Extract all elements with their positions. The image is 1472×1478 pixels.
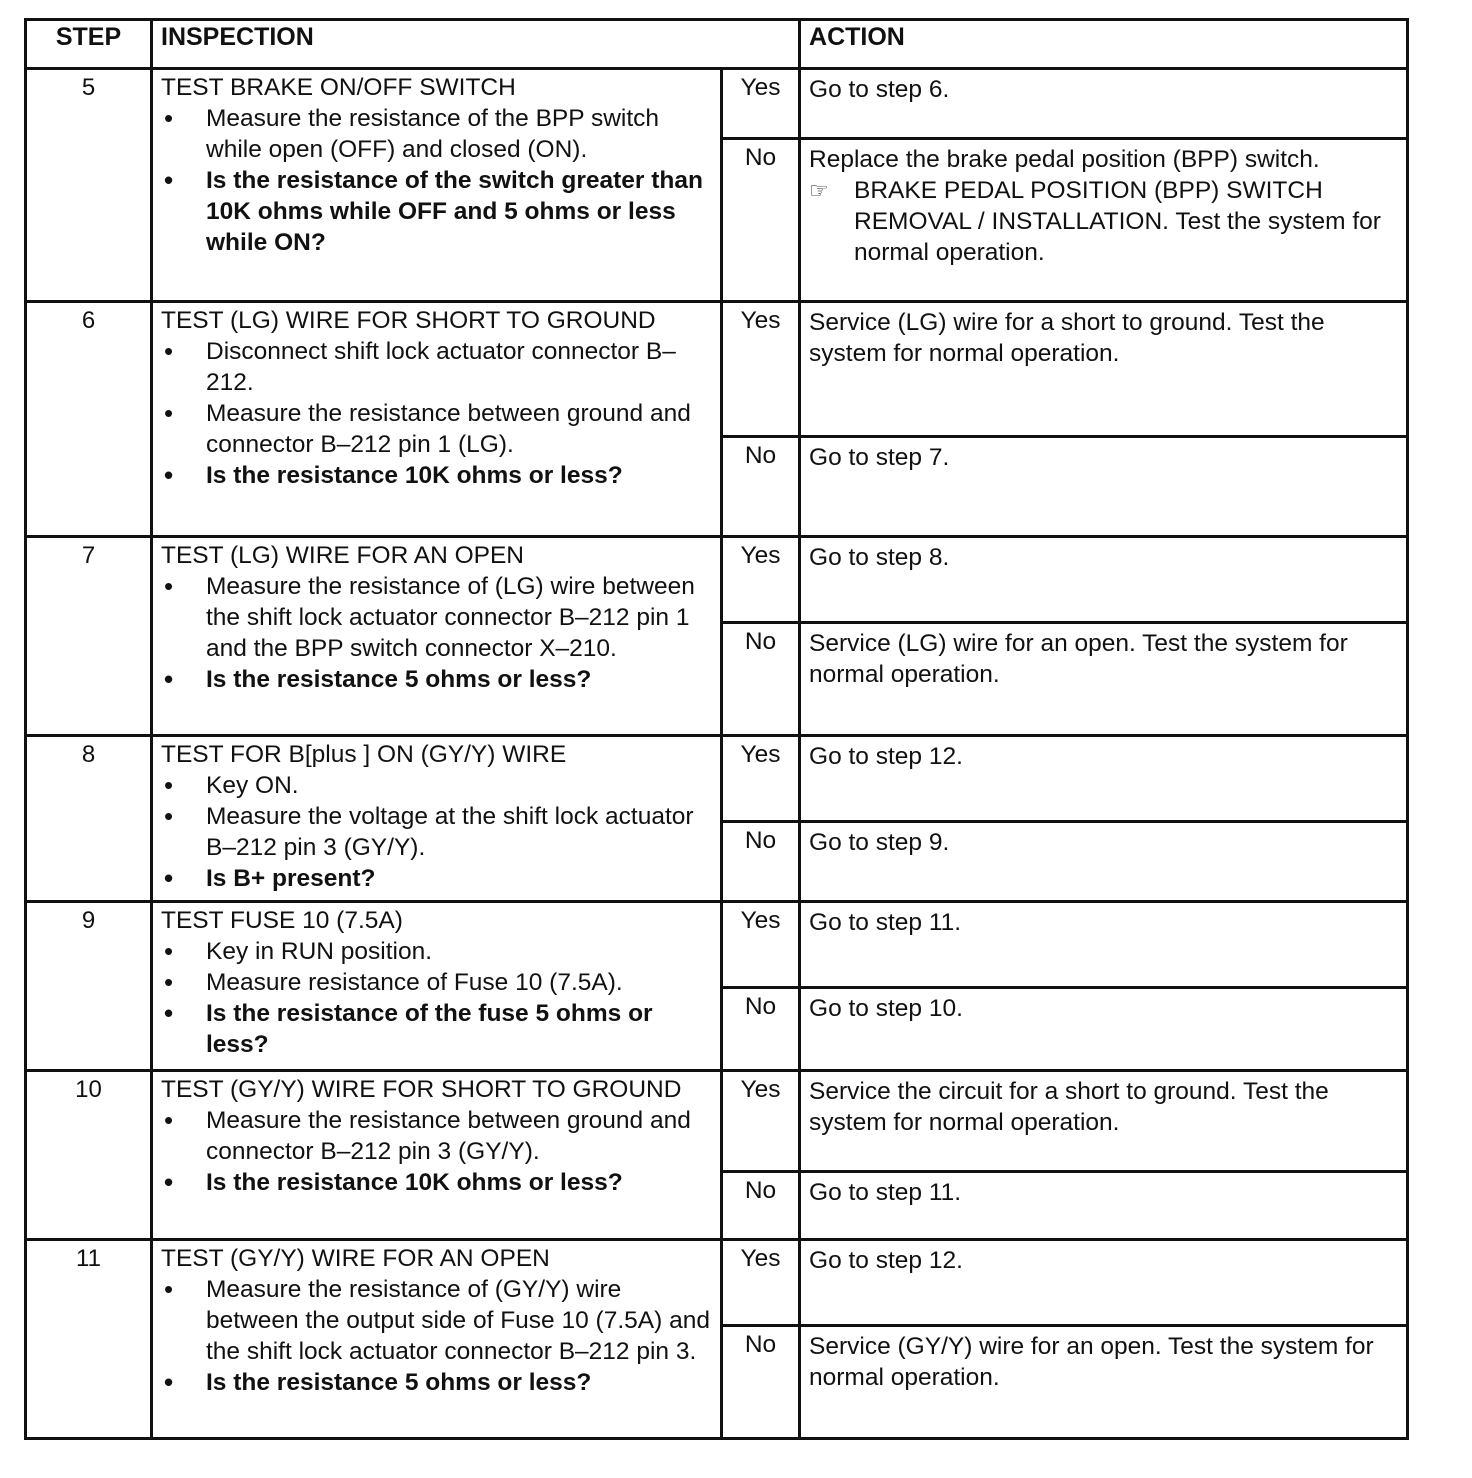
table-row [26,736,1408,822]
inspection-cell [152,302,722,537]
no-action: Go to step 11. [809,1179,962,1206]
no-action-cell [800,139,1408,302]
yes-label: Yes [722,736,800,822]
step-number: 9 [26,902,152,1071]
no-label: No [722,437,800,537]
header-inspection: INSPECTION [152,20,800,69]
inspection-bullet: • Measure resistance of Fuse 10 (7.5A). [161,967,712,998]
inspection-question: • Is the resistance of the switch greater than 10K ohms while OFF and 5 ohms or less while ON? [161,165,712,258]
inspection-bullets [161,1105,712,1198]
inspection-question: • Is B+ present? [161,863,712,894]
no-label: No [722,139,800,302]
inspection-bullet: • Disconnect shift lock actuator connector B–212. [161,336,712,398]
inspection-question: • Is the resistance 10K ohms or less? [161,1167,712,1198]
yes-label: Yes [722,69,800,139]
no-action-cell [800,623,1408,736]
no-action-cell [800,988,1408,1071]
inspection-title: TEST (GY/Y) WIRE FOR SHORT TO GROUND [161,1076,682,1103]
header-step: STEP [26,20,152,69]
no-action: Service (GY/Y) wire for an open. Test the system for normal operation. [809,1333,1374,1391]
step-number: 7 [26,537,152,736]
no-action-cell [800,1326,1408,1439]
no-action-cell [800,1172,1408,1240]
yes-action: Service (LG) wire for a short to ground. Test the system for normal operation. [800,302,1408,437]
inspection-title: TEST (GY/Y) WIRE FOR AN OPEN [161,1245,550,1272]
no-action: Go to step 10. [809,995,963,1022]
table-row [26,1071,1408,1172]
step-number: 6 [26,302,152,537]
inspection-bullet: • Key in RUN position. [161,936,712,967]
inspection-cell [152,1071,722,1240]
yes-label: Yes [722,1240,800,1326]
header-row [26,20,1408,69]
yes-action: Service the circuit for a short to ground. Test the system for normal operation. [800,1071,1408,1172]
pointing-hand-icon: ☞ [809,178,829,203]
inspection-cell [152,69,722,302]
inspection-bullet: • Measure the resistance of the BPP switch while open (OFF) and closed (ON). [161,103,712,165]
inspection-title: TEST (LG) WIRE FOR AN OPEN [161,542,525,569]
step-number: 10 [26,1071,152,1240]
table-row [26,302,1408,437]
yes-action: Go to step 8. [800,537,1408,623]
no-action: Go to step 9. [809,829,950,856]
inspection-cell [152,1240,722,1439]
inspection-question: • Is the resistance 10K ohms or less? [161,460,712,491]
yes-label: Yes [722,902,800,988]
yes-label: Yes [722,537,800,623]
table-row [26,1240,1408,1326]
table-row [26,902,1408,988]
inspection-cell [152,736,722,902]
inspection-bullets [161,103,712,258]
inspection-title: TEST FUSE 10 (7.5A) [161,907,403,934]
table-row [26,69,1408,139]
inspection-bullets [161,336,712,491]
reference-text: BRAKE PEDAL POSITION (BPP) SWITCH REMOVAL / INSTALLATION. Test the system for normal operation. [854,177,1381,266]
inspection-bullet: • Measure the resistance between ground and connector B–212 pin 3 (GY/Y). [161,1105,712,1167]
no-label: No [722,1172,800,1240]
no-action: Service (LG) wire for an open. Test the system for normal operation. [809,630,1348,688]
no-action: Go to step 7. [809,444,950,471]
header-action: ACTION [800,20,1408,69]
diagnostic-table [24,18,1409,1440]
inspection-bullet: • Measure the voltage at the shift lock actuator B–212 pin 3 (GY/Y). [161,801,712,863]
inspection-cell [152,537,722,736]
no-action: Replace the brake pedal position (BPP) switch. [809,146,1320,173]
inspection-title: TEST FOR B[plus ] ON (GY/Y) WIRE [161,741,567,768]
no-action-cell [800,437,1408,537]
inspection-question: • Is the resistance 5 ohms or less? [161,1367,712,1398]
yes-action: Go to step 6. [800,69,1408,139]
inspection-bullets [161,1274,712,1398]
yes-label: Yes [722,1071,800,1172]
no-label: No [722,988,800,1071]
inspection-bullets [161,571,712,695]
inspection-bullet: • Measure the resistance of (LG) wire between the shift lock actuator connector B–212 pin 1 and the BPP switch connector X–210. [161,571,712,664]
no-label: No [722,822,800,902]
yes-action: Go to step 12. [800,1240,1408,1326]
inspection-bullets [161,770,712,894]
step-number: 8 [26,736,152,902]
inspection-title: TEST (LG) WIRE FOR SHORT TO GROUND [161,307,656,334]
yes-action: Go to step 12. [800,736,1408,822]
step-number: 5 [26,69,152,302]
inspection-bullet: • Measure the resistance between ground and connector B–212 pin 1 (LG). [161,398,712,460]
inspection-cell [152,902,722,1071]
inspection-question: • Is the resistance 5 ohms or less? [161,664,712,695]
yes-action: Go to step 11. [800,902,1408,988]
no-label: No [722,1326,800,1439]
inspection-bullet: • Key ON. [161,770,712,801]
inspection-question: • Is the resistance of the fuse 5 ohms or less? [161,998,712,1060]
no-label: No [722,623,800,736]
table-row [26,537,1408,623]
no-action-cell [800,822,1408,902]
reference-line [809,175,1398,268]
inspection-title: TEST BRAKE ON/OFF SWITCH [161,74,516,101]
step-number: 11 [26,1240,152,1439]
inspection-bullet: • Measure the resistance of (GY/Y) wire between the output side of Fuse 10 (7.5A) and the shift lock actuator connector B–212 pin 3. [161,1274,712,1367]
yes-label: Yes [722,302,800,437]
inspection-bullets [161,936,712,1060]
